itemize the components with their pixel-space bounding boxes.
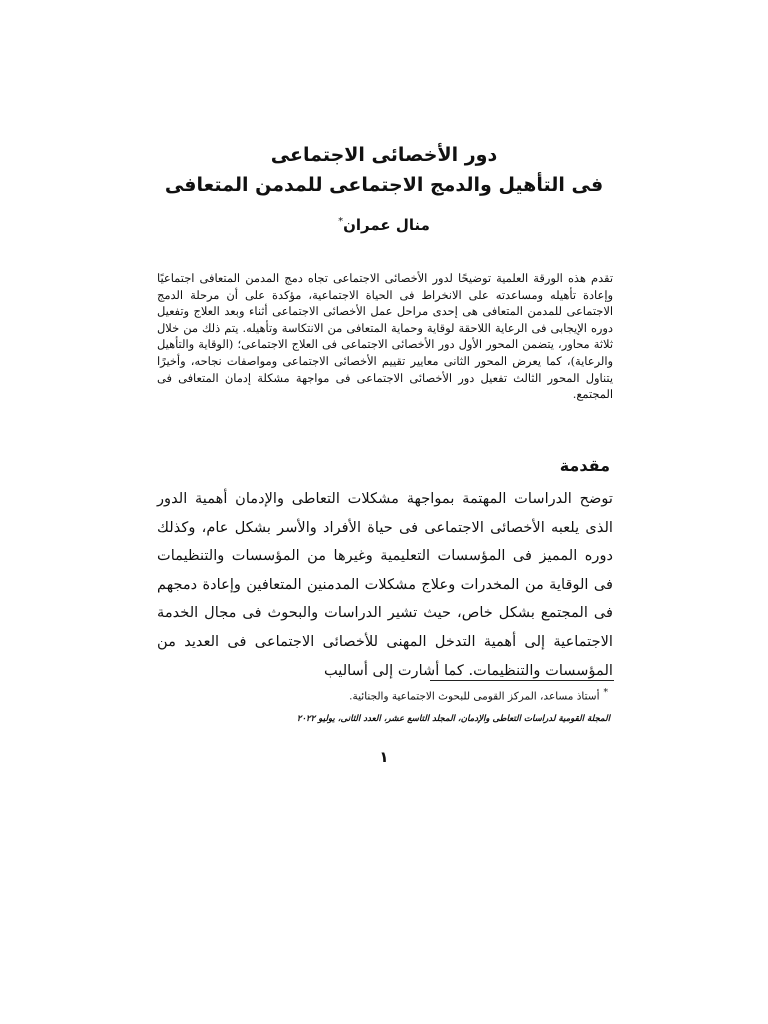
paper-title-line-2: فى التأهيل والدمج الاجتماعى للمدمن المتعافى	[164, 174, 604, 196]
footnote-mark: *	[603, 688, 608, 698]
author-footnote-mark: *	[338, 216, 344, 227]
footnote	[349, 688, 608, 703]
footnote-divider	[430, 680, 614, 681]
page-number: ١	[379, 748, 389, 766]
journal-citation-line: المجلة القومية لدراسات التعاطى والإدمان، المجلد التاسع عشر، العدد الثانى، يوليو ٢٠٢٢	[296, 714, 610, 724]
section-heading-introduction: مقدمة	[559, 456, 610, 475]
paper-title-line-1: دور الأخصائى الاجتماعى	[270, 144, 498, 166]
author-name	[0, 216, 768, 234]
abstract-paragraph: تقدم هذه الورقة العلمية توضيحًا لدور الأخصائى الاجتماعى تجاه دمج المدمن المتعافى اجتماعيًا وإعادة تأهيله ومساعدته على الانخراط فى الحياة الاجتماعية، مؤكدة على أن مرحلة الدمج الاجتماعى للمدمن المتعافى هى إحدى مراحل عمل الأخصائى الاجتماعى أثناء وبعد العلاج وتفعيل دوره الإيجابى فى الرعاية اللاحقة لوقاية وحماية المتعافى من الانتكاسة وتأهيله. يتم ذلك من خلال ثلاثة محاور، يتضمن المحور الأول دور الأخصائى الاجتماعى فى العلاج الاجتماعى؛ (الوقاية والتأهيل والرعاية)، كما يعرض المحور الثانى معايير تقييم الأخصائى الاجتماعى ومواصفات نجاحه، وأخيرًا يتناول المحور الثالث تفعيل دور الأخصائى الاجتماعى فى مواجهة مشكلة إدمان المتعافى فى المجتمع.	[157, 271, 613, 402]
footnote-text: أستاذ مساعد، المركز القومى للبحوث الاجتماعية والجنائية.	[349, 690, 600, 703]
author-name-text: منال عمران	[343, 216, 430, 234]
introduction-paragraph: توضح الدراسات المهتمة بمواجهة مشكلات التعاطى والإدمان أهمية الدور الذى يلعبه الأخصائى الاجتماعى فى حياة الأفراد والأسر بشكل عام، وكذلك دوره المميز فى المؤسسات التعليمية وغيرها من المؤسسات والتنظيمات فى الوقاية من المخدرات وعلاج مشكلات المدمنين المتعافين وإعادة دمجهم فى المجتمع بشكل خاص، حيث تشير الدراسات والبحوث فى مجال الخدمة الاجتماعية إلى أهمية التدخل المهنى للأخصائى الاجتماعى فى العديد من المؤسسات والتنظيمات. كما أشارت إلى أساليب	[157, 490, 613, 679]
